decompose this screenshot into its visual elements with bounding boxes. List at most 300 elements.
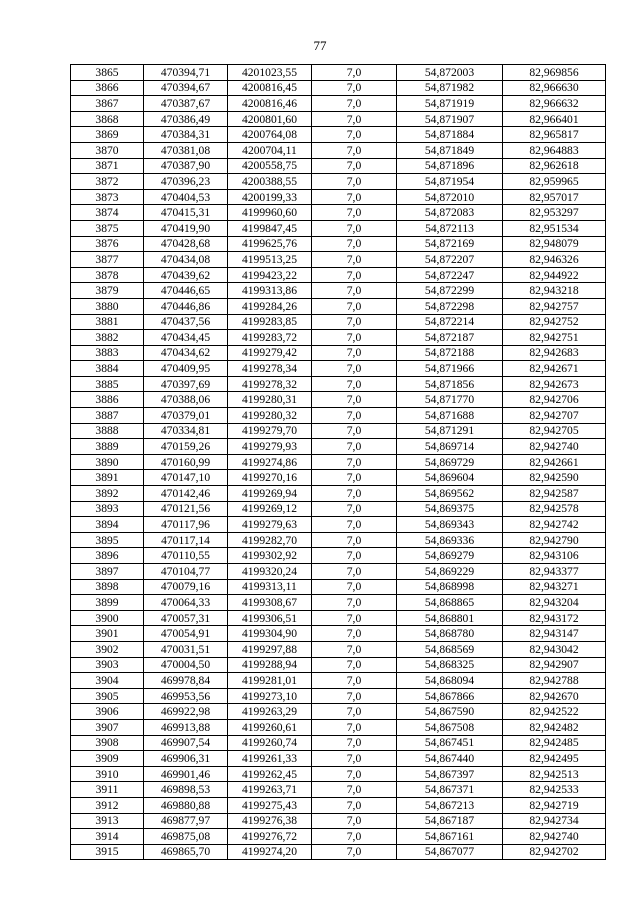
point-number-cell: 3865 (71, 65, 144, 81)
value-cell: 7,0 (312, 532, 397, 548)
latitude-cell: 54,867508 (397, 719, 503, 735)
x-coordinate-cell: 470064,33 (144, 595, 228, 611)
value-cell: 7,0 (312, 579, 397, 595)
x-coordinate-cell: 470381,08 (144, 142, 228, 158)
table-row (71, 766, 606, 782)
longitude-cell: 82,943172 (503, 610, 606, 626)
x-coordinate-cell: 469898,53 (144, 782, 228, 798)
value-cell: 7,0 (312, 236, 397, 252)
longitude-cell: 82,942578 (503, 501, 606, 517)
value-cell: 7,0 (312, 673, 397, 689)
table-row (71, 65, 606, 81)
x-coordinate-cell: 469922,98 (144, 704, 228, 720)
table-row (71, 127, 606, 143)
longitude-cell: 82,942513 (503, 766, 606, 782)
point-number-cell: 3889 (71, 439, 144, 455)
y-coordinate-cell: 4199297,88 (228, 641, 312, 657)
longitude-cell: 82,948079 (503, 236, 606, 252)
latitude-cell: 54,871688 (397, 408, 503, 424)
latitude-cell: 54,869343 (397, 517, 503, 533)
point-number-cell: 3873 (71, 189, 144, 205)
x-coordinate-cell: 469875,08 (144, 829, 228, 845)
table-row (71, 454, 606, 470)
value-cell: 7,0 (312, 470, 397, 486)
point-number-cell: 3880 (71, 298, 144, 314)
x-coordinate-cell: 469906,31 (144, 751, 228, 767)
table-row (71, 517, 606, 533)
point-number-cell: 3888 (71, 423, 144, 439)
y-coordinate-cell: 4199278,32 (228, 376, 312, 392)
value-cell: 7,0 (312, 283, 397, 299)
y-coordinate-cell: 4199313,11 (228, 579, 312, 595)
table-row (71, 345, 606, 361)
table-row (71, 595, 606, 611)
value-cell: 7,0 (312, 252, 397, 268)
longitude-cell: 82,942683 (503, 345, 606, 361)
latitude-cell: 54,872214 (397, 314, 503, 330)
table-row (71, 735, 606, 751)
latitude-cell: 54,869714 (397, 439, 503, 455)
latitude-cell: 54,868865 (397, 595, 503, 611)
value-cell: 7,0 (312, 408, 397, 424)
x-coordinate-cell: 470428,68 (144, 236, 228, 252)
table-row (71, 813, 606, 829)
point-number-cell: 3875 (71, 220, 144, 236)
longitude-cell: 82,942907 (503, 657, 606, 673)
x-coordinate-cell: 470434,45 (144, 330, 228, 346)
value-cell: 7,0 (312, 595, 397, 611)
x-coordinate-cell: 470404,53 (144, 189, 228, 205)
point-number-cell: 3897 (71, 564, 144, 580)
x-coordinate-cell: 470409,95 (144, 361, 228, 377)
longitude-cell: 82,943204 (503, 595, 606, 611)
y-coordinate-cell: 4199279,93 (228, 439, 312, 455)
x-coordinate-cell: 470397,69 (144, 376, 228, 392)
point-number-cell: 3867 (71, 96, 144, 112)
point-number-cell: 3885 (71, 376, 144, 392)
longitude-cell: 82,942706 (503, 392, 606, 408)
y-coordinate-cell: 4199960,60 (228, 205, 312, 221)
value-cell: 7,0 (312, 127, 397, 143)
table-row (71, 673, 606, 689)
point-number-cell: 3891 (71, 470, 144, 486)
latitude-cell: 54,871884 (397, 127, 503, 143)
value-cell: 7,0 (312, 220, 397, 236)
y-coordinate-cell: 4200801,60 (228, 111, 312, 127)
point-number-cell: 3877 (71, 252, 144, 268)
y-coordinate-cell: 4199282,70 (228, 532, 312, 548)
point-number-cell: 3899 (71, 595, 144, 611)
x-coordinate-cell: 469913,88 (144, 719, 228, 735)
y-coordinate-cell: 4200704,11 (228, 142, 312, 158)
x-coordinate-cell: 470079,16 (144, 579, 228, 595)
table-row (71, 361, 606, 377)
y-coordinate-cell: 4199269,12 (228, 501, 312, 517)
x-coordinate-cell: 470031,51 (144, 641, 228, 657)
longitude-cell: 82,966630 (503, 80, 606, 96)
longitude-cell: 82,942719 (503, 797, 606, 813)
value-cell: 7,0 (312, 142, 397, 158)
latitude-cell: 54,868094 (397, 673, 503, 689)
y-coordinate-cell: 4199274,86 (228, 454, 312, 470)
table-row (71, 439, 606, 455)
point-number-cell: 3881 (71, 314, 144, 330)
point-number-cell: 3876 (71, 236, 144, 252)
latitude-cell: 54,872187 (397, 330, 503, 346)
point-number-cell: 3874 (71, 205, 144, 221)
value-cell: 7,0 (312, 782, 397, 798)
x-coordinate-cell: 470434,08 (144, 252, 228, 268)
y-coordinate-cell: 4199308,67 (228, 595, 312, 611)
x-coordinate-cell: 470159,26 (144, 439, 228, 455)
x-coordinate-cell: 470142,46 (144, 486, 228, 502)
latitude-cell: 54,871919 (397, 96, 503, 112)
latitude-cell: 54,869604 (397, 470, 503, 486)
latitude-cell: 54,868569 (397, 641, 503, 657)
x-coordinate-cell: 470110,55 (144, 548, 228, 564)
point-number-cell: 3890 (71, 454, 144, 470)
table-row (71, 579, 606, 595)
value-cell: 7,0 (312, 844, 397, 860)
y-coordinate-cell: 4199302,92 (228, 548, 312, 564)
value-cell: 7,0 (312, 766, 397, 782)
x-coordinate-cell: 470439,62 (144, 267, 228, 283)
x-coordinate-cell: 470057,31 (144, 610, 228, 626)
longitude-cell: 82,953297 (503, 205, 606, 221)
table-row (71, 314, 606, 330)
value-cell: 7,0 (312, 548, 397, 564)
x-coordinate-cell: 470388,06 (144, 392, 228, 408)
latitude-cell: 54,869229 (397, 564, 503, 580)
latitude-cell: 54,871907 (397, 111, 503, 127)
latitude-cell: 54,869729 (397, 454, 503, 470)
y-coordinate-cell: 4199263,71 (228, 782, 312, 798)
value-cell: 7,0 (312, 189, 397, 205)
table-row (71, 252, 606, 268)
point-number-cell: 3872 (71, 174, 144, 190)
latitude-cell: 54,871982 (397, 80, 503, 96)
y-coordinate-cell: 4200558,75 (228, 158, 312, 174)
table-row (71, 657, 606, 673)
latitude-cell: 54,869562 (397, 486, 503, 502)
table-row (71, 174, 606, 190)
longitude-cell: 82,942702 (503, 844, 606, 860)
point-number-cell: 3896 (71, 548, 144, 564)
table-row (71, 267, 606, 283)
point-number-cell: 3914 (71, 829, 144, 845)
value-cell: 7,0 (312, 158, 397, 174)
longitude-cell: 82,942670 (503, 688, 606, 704)
y-coordinate-cell: 4199280,32 (228, 408, 312, 424)
point-number-cell: 3901 (71, 626, 144, 642)
y-coordinate-cell: 4199313,86 (228, 283, 312, 299)
y-coordinate-cell: 4200816,46 (228, 96, 312, 112)
y-coordinate-cell: 4199270,16 (228, 470, 312, 486)
latitude-cell: 54,872299 (397, 283, 503, 299)
point-number-cell: 3909 (71, 751, 144, 767)
point-number-cell: 3895 (71, 532, 144, 548)
value-cell: 7,0 (312, 454, 397, 470)
y-coordinate-cell: 4199279,63 (228, 517, 312, 533)
longitude-cell: 82,942740 (503, 829, 606, 845)
latitude-cell: 54,867590 (397, 704, 503, 720)
x-coordinate-cell: 470387,90 (144, 158, 228, 174)
longitude-cell: 82,969856 (503, 65, 606, 81)
longitude-cell: 82,942495 (503, 751, 606, 767)
table-row (71, 486, 606, 502)
y-coordinate-cell: 4199262,45 (228, 766, 312, 782)
latitude-cell: 54,871896 (397, 158, 503, 174)
coordinates-table (70, 64, 606, 860)
y-coordinate-cell: 4199281,01 (228, 673, 312, 689)
value-cell: 7,0 (312, 174, 397, 190)
y-coordinate-cell: 4199276,38 (228, 813, 312, 829)
latitude-cell: 54,872003 (397, 65, 503, 81)
x-coordinate-cell: 470387,67 (144, 96, 228, 112)
y-coordinate-cell: 4199320,24 (228, 564, 312, 580)
longitude-cell: 82,957017 (503, 189, 606, 205)
y-coordinate-cell: 4199625,76 (228, 236, 312, 252)
x-coordinate-cell: 469865,70 (144, 844, 228, 860)
y-coordinate-cell: 4200388,55 (228, 174, 312, 190)
value-cell: 7,0 (312, 80, 397, 96)
latitude-cell: 54,871770 (397, 392, 503, 408)
point-number-cell: 3884 (71, 361, 144, 377)
longitude-cell: 82,951534 (503, 220, 606, 236)
point-number-cell: 3908 (71, 735, 144, 751)
x-coordinate-cell: 469907,54 (144, 735, 228, 751)
table-row (71, 158, 606, 174)
table-row (71, 782, 606, 798)
value-cell: 7,0 (312, 376, 397, 392)
x-coordinate-cell: 470121,56 (144, 501, 228, 517)
point-number-cell: 3870 (71, 142, 144, 158)
value-cell: 7,0 (312, 688, 397, 704)
point-number-cell: 3894 (71, 517, 144, 533)
value-cell: 7,0 (312, 439, 397, 455)
value-cell: 7,0 (312, 641, 397, 657)
point-number-cell: 3878 (71, 267, 144, 283)
table-row (71, 220, 606, 236)
x-coordinate-cell: 470334,81 (144, 423, 228, 439)
table-row (71, 688, 606, 704)
x-coordinate-cell: 470394,71 (144, 65, 228, 81)
point-number-cell: 3886 (71, 392, 144, 408)
latitude-cell: 54,871849 (397, 142, 503, 158)
x-coordinate-cell: 470415,31 (144, 205, 228, 221)
longitude-cell: 82,942661 (503, 454, 606, 470)
latitude-cell: 54,867213 (397, 797, 503, 813)
table-row (71, 408, 606, 424)
table-row (71, 392, 606, 408)
x-coordinate-cell: 470379,01 (144, 408, 228, 424)
x-coordinate-cell: 470104,77 (144, 564, 228, 580)
x-coordinate-cell: 469880,88 (144, 797, 228, 813)
table-row (71, 330, 606, 346)
latitude-cell: 54,872010 (397, 189, 503, 205)
table-row (71, 610, 606, 626)
table-row (71, 829, 606, 845)
y-coordinate-cell: 4199269,94 (228, 486, 312, 502)
value-cell: 7,0 (312, 345, 397, 361)
longitude-cell: 82,966401 (503, 111, 606, 127)
longitude-cell: 82,942587 (503, 486, 606, 502)
point-number-cell: 3883 (71, 345, 144, 361)
value-cell: 7,0 (312, 657, 397, 673)
point-number-cell: 3879 (71, 283, 144, 299)
longitude-cell: 82,966632 (503, 96, 606, 112)
y-coordinate-cell: 4199304,90 (228, 626, 312, 642)
x-coordinate-cell: 470384,31 (144, 127, 228, 143)
latitude-cell: 54,872298 (397, 298, 503, 314)
x-coordinate-cell: 470386,49 (144, 111, 228, 127)
x-coordinate-cell: 470446,86 (144, 298, 228, 314)
point-number-cell: 3906 (71, 704, 144, 720)
longitude-cell: 82,942671 (503, 361, 606, 377)
latitude-cell: 54,872188 (397, 345, 503, 361)
table-row (71, 205, 606, 221)
latitude-cell: 54,872207 (397, 252, 503, 268)
latitude-cell: 54,867161 (397, 829, 503, 845)
value-cell: 7,0 (312, 361, 397, 377)
longitude-cell: 82,942751 (503, 330, 606, 346)
value-cell: 7,0 (312, 829, 397, 845)
value-cell: 7,0 (312, 704, 397, 720)
table-row (71, 283, 606, 299)
value-cell: 7,0 (312, 314, 397, 330)
latitude-cell: 54,867397 (397, 766, 503, 782)
longitude-cell: 82,942734 (503, 813, 606, 829)
table-row (71, 844, 606, 860)
table-row (71, 704, 606, 720)
point-number-cell: 3892 (71, 486, 144, 502)
longitude-cell: 82,943377 (503, 564, 606, 580)
value-cell: 7,0 (312, 96, 397, 112)
value-cell: 7,0 (312, 719, 397, 735)
y-coordinate-cell: 4199847,45 (228, 220, 312, 236)
x-coordinate-cell: 469901,46 (144, 766, 228, 782)
latitude-cell: 54,867187 (397, 813, 503, 829)
point-number-cell: 3905 (71, 688, 144, 704)
y-coordinate-cell: 4201023,55 (228, 65, 312, 81)
longitude-cell: 82,962618 (503, 158, 606, 174)
x-coordinate-cell: 470117,96 (144, 517, 228, 533)
latitude-cell: 54,872247 (397, 267, 503, 283)
longitude-cell: 82,964883 (503, 142, 606, 158)
latitude-cell: 54,868780 (397, 626, 503, 642)
latitude-cell: 54,871966 (397, 361, 503, 377)
y-coordinate-cell: 4199280,31 (228, 392, 312, 408)
point-number-cell: 3911 (71, 782, 144, 798)
table-row (71, 111, 606, 127)
x-coordinate-cell: 470054,91 (144, 626, 228, 642)
table-row (71, 626, 606, 642)
value-cell: 7,0 (312, 626, 397, 642)
x-coordinate-cell: 470147,10 (144, 470, 228, 486)
table-row (71, 80, 606, 96)
x-coordinate-cell: 470419,90 (144, 220, 228, 236)
table-row (71, 751, 606, 767)
table-row (71, 564, 606, 580)
x-coordinate-cell: 469877,97 (144, 813, 228, 829)
point-number-cell: 3903 (71, 657, 144, 673)
longitude-cell: 82,942590 (503, 470, 606, 486)
point-number-cell: 3900 (71, 610, 144, 626)
latitude-cell: 54,868998 (397, 579, 503, 595)
y-coordinate-cell: 4199423,22 (228, 267, 312, 283)
y-coordinate-cell: 4199263,29 (228, 704, 312, 720)
longitude-cell: 82,942740 (503, 439, 606, 455)
table-row (71, 189, 606, 205)
latitude-cell: 54,869279 (397, 548, 503, 564)
table-row (71, 548, 606, 564)
latitude-cell: 54,867451 (397, 735, 503, 751)
value-cell: 7,0 (312, 751, 397, 767)
point-number-cell: 3882 (71, 330, 144, 346)
longitude-cell: 82,943271 (503, 579, 606, 595)
point-number-cell: 3902 (71, 641, 144, 657)
x-coordinate-cell: 470396,23 (144, 174, 228, 190)
x-coordinate-cell: 470437,56 (144, 314, 228, 330)
y-coordinate-cell: 4199513,25 (228, 252, 312, 268)
point-number-cell: 3869 (71, 127, 144, 143)
table-row (71, 298, 606, 314)
point-number-cell: 3898 (71, 579, 144, 595)
value-cell: 7,0 (312, 111, 397, 127)
table-row (71, 797, 606, 813)
longitude-cell: 82,942485 (503, 735, 606, 751)
latitude-cell: 54,871856 (397, 376, 503, 392)
longitude-cell: 82,959965 (503, 174, 606, 190)
table-row (71, 470, 606, 486)
point-number-cell: 3913 (71, 813, 144, 829)
table-row (71, 376, 606, 392)
value-cell: 7,0 (312, 423, 397, 439)
latitude-cell: 54,868325 (397, 657, 503, 673)
x-coordinate-cell: 470394,67 (144, 80, 228, 96)
longitude-cell: 82,942752 (503, 314, 606, 330)
y-coordinate-cell: 4199260,61 (228, 719, 312, 735)
longitude-cell: 82,943218 (503, 283, 606, 299)
point-number-cell: 3915 (71, 844, 144, 860)
latitude-cell: 54,869336 (397, 532, 503, 548)
x-coordinate-cell: 469953,56 (144, 688, 228, 704)
page-number: 77 (313, 38, 327, 53)
x-coordinate-cell: 470446,65 (144, 283, 228, 299)
y-coordinate-cell: 4199260,74 (228, 735, 312, 751)
longitude-cell: 82,943147 (503, 626, 606, 642)
value-cell: 7,0 (312, 813, 397, 829)
longitude-cell: 82,944922 (503, 267, 606, 283)
longitude-cell: 82,942522 (503, 704, 606, 720)
longitude-cell: 82,942705 (503, 423, 606, 439)
value-cell: 7,0 (312, 392, 397, 408)
table-row (71, 641, 606, 657)
point-number-cell: 3868 (71, 111, 144, 127)
table-body (71, 65, 606, 860)
y-coordinate-cell: 4199276,72 (228, 829, 312, 845)
y-coordinate-cell: 4200199,33 (228, 189, 312, 205)
table-row (71, 236, 606, 252)
value-cell: 7,0 (312, 501, 397, 517)
y-coordinate-cell: 4199283,85 (228, 314, 312, 330)
point-number-cell: 3910 (71, 766, 144, 782)
y-coordinate-cell: 4199279,70 (228, 423, 312, 439)
value-cell: 7,0 (312, 65, 397, 81)
latitude-cell: 54,872083 (397, 205, 503, 221)
value-cell: 7,0 (312, 797, 397, 813)
y-coordinate-cell: 4199261,33 (228, 751, 312, 767)
